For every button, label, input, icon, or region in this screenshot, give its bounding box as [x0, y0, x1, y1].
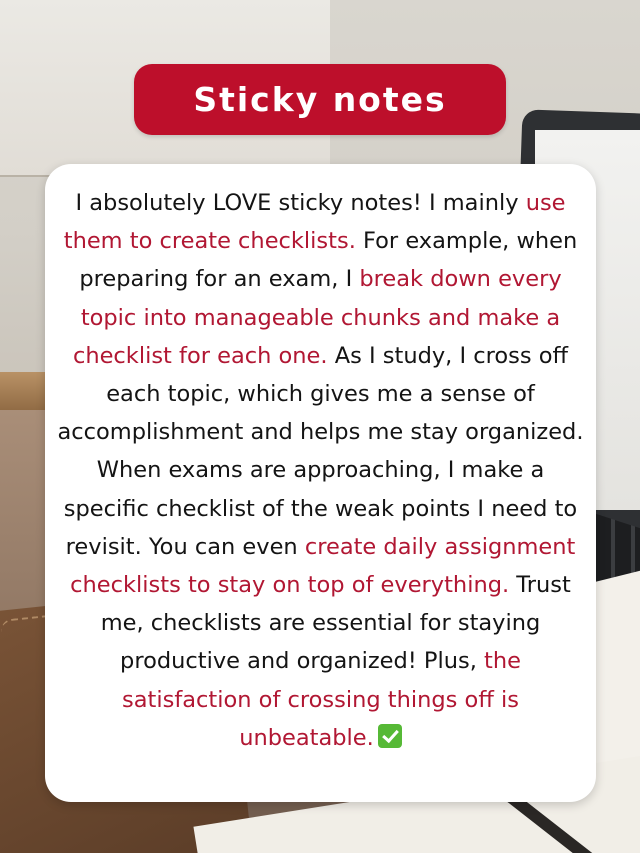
highlight-text: use them to create checklists. — [63, 190, 566, 255]
body-text-segment: I absolutely LOVE sticky notes! I mainly — [75, 190, 526, 216]
highlight-text: break down every topic into manageable chunks and make a checklist for each one. — [72, 266, 562, 369]
text-card — [45, 164, 596, 802]
highlight-text: the satisfaction of crossing things off is unbeatable. — [122, 648, 521, 751]
body-text-segment: For example, when preparing for an exam, I — [79, 228, 578, 293]
highlight-text: create daily assignment checklists to stay on top of everything. — [70, 533, 576, 599]
body-text-segment: Trust me, checklists are essential for staying productive and organized! Plus, — [100, 572, 571, 675]
title-banner — [134, 64, 506, 135]
check-mark-button-icon — [378, 724, 402, 748]
page-title: Sticky notes — [193, 80, 447, 119]
body-paragraph — [57, 184, 584, 757]
body-text-segment: As I study, I cross off each topic, which gives me a sense of accomplishment and helps me stay organized. When exams are approaching, I make a specific checklist of the weak points I need to revisit. You can even — [57, 342, 584, 560]
